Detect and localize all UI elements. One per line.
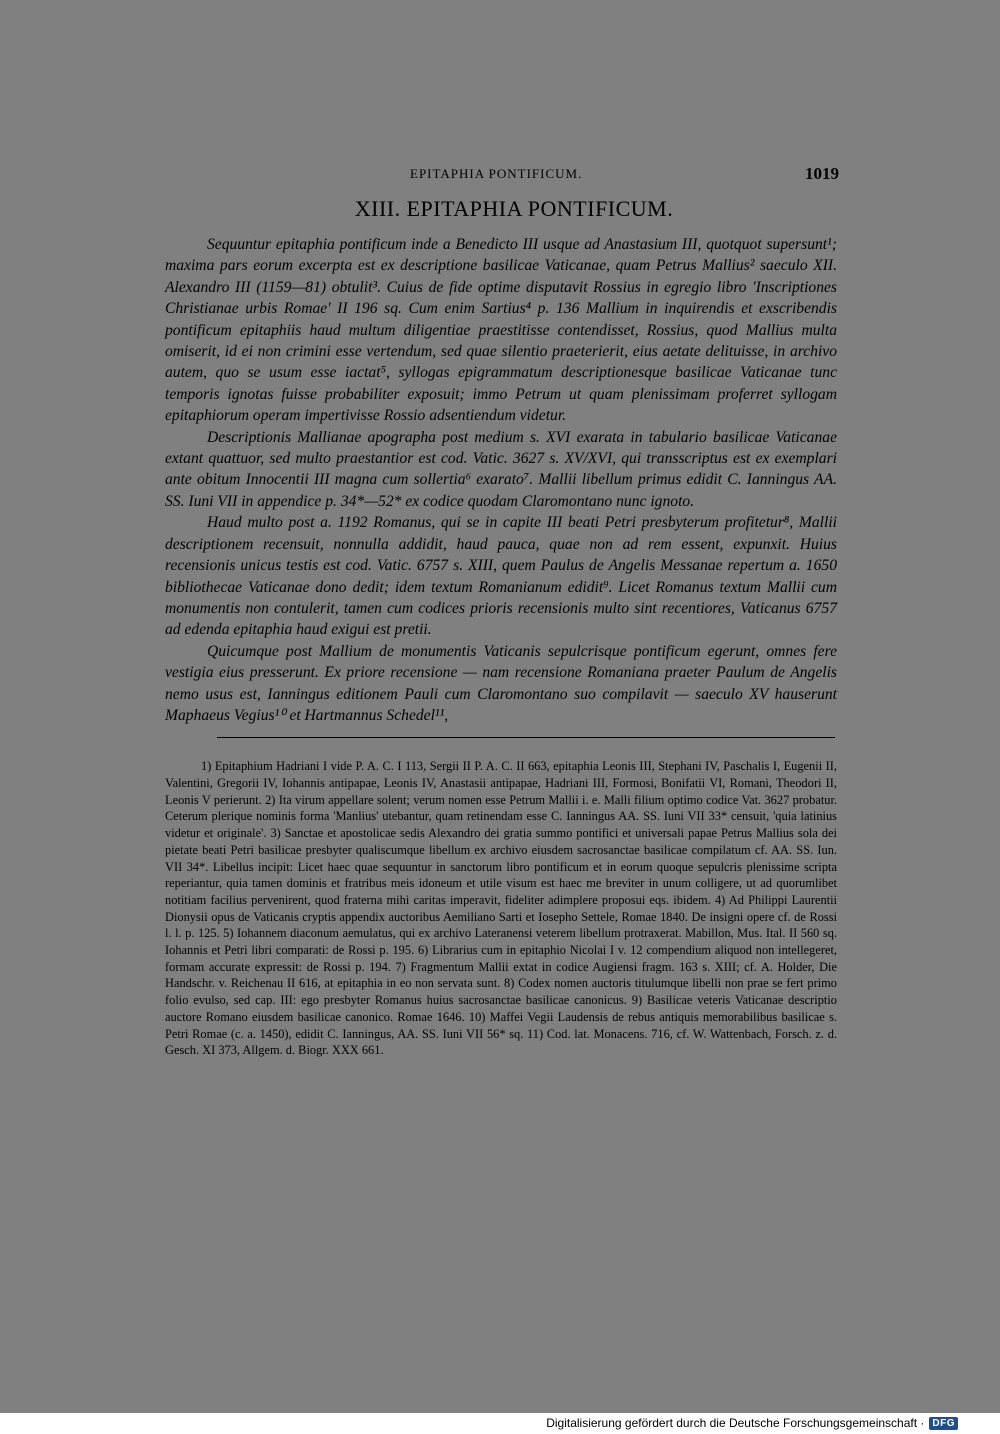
dfg-logo-icon: DFG: [929, 1417, 958, 1430]
body-text: [165, 234, 837, 726]
credit-text: Digitalisierung gefördert durch die Deutsche Forschungsgemeinschaft ·: [546, 1416, 925, 1430]
section-title: XIII. EPITAPHIA PONTIFICUM.: [354, 196, 674, 221]
page-number: 1019: [805, 164, 839, 183]
footnote-divider: [217, 737, 835, 738]
footnote-text: 1) Epitaphium Hadriani I vide P. A. C. I 113, Sergii II P. A. C. II 663, epitaphia Leonis III, Stephani IV, Paschalis I, Eugenii II, Valentini, Gregorii IV, Iohannis antipapae, Leonis IV, Anastasii antipapae, Hadriani III, Formosi, Bonifatii VI, Romani, Theodori II, Leonis V perierunt. 2) Ita virum appellare solent; verum nomen esse Petrum Mallii i. e. Malli filium optimo codice Vat. 3627 probatur. Ceterum plerique nominis forma 'Manlius' utebantur, quam retinendam esse C. Ianningus AA. SS. Iuni VII 33* censuit, 'quia latinius videtur et originale'. 3) Sanctae et apostolicae sedis Alexandro dei gratia summo pontifici et universali papae Petrus Mallius sola dei pietate beati Petri basilicae presbyter qualiscumque libellum ex archivo eiusdem sacrosanctae basilicae compilatum cf. AA. SS. Iun. VII 34*. Libellus incipit: Licet haec quae sequuntur in sanctorum libro pontificum et in eorum quoque sepulcris plenissime scripta reperiantur, quia tamen dominis et fratribus meis idoneum et utile visum est haec me breviter in unum colligere, ut ad quorumlibet notitiam facilius pervenirent, quod fraterna mihi caritas imperavit, fideliter adimplere proposui eqs. ibidem. 4) Ad Philippi Laurentii Dionysii opus de Vaticanis cryptis appendix auctoribus Aemiliano Sarti et Iosepho Settele, Romae 1840. De insigni opere cf. de Rossi l. l. p. 125. 5) Iohannem diaconum aemulatus, qui ex archivo Lateranensi veterem libellum protraxerat. Mabillon, Mus. Ital. II 560 sq. Iohannis et Petri libri comparati: de Rossi p. 195. 6) Librarius cum in epitaphio Nicolai I v. 12 compendium aliquod non intellegeret, formam accurate expressit: de Rossi p. 194. 7) Fragmentum Mallii extat in codice Augiensi fragm. 163 s. XIII; cf. A. Holder, Die Handschr. v. Reichenau II 616, at epitaphia in eo non servata sunt. 8) Codex nomen auctoris titulumque libelli non prae se fert primo folio evulso, sed cap. III: ego presbyter Romanus huius sacrosanctae basilicae canonicus. 9) Basilicae veteris Vaticanae descriptio auctore Romano eiusdem basilicae canonico. Romae 1646. 10) Maffei Vegii Laudensis de rebus antiquis memorabilibus basilicae s. Petri Romae (c. a. 1450), edidit C. Ianningus, AA. SS. Iuni VII 56* sq. 11) Cod. lat. Monacens. 716, cf. W. Wattenbach, Forsch. z. d. Gesch. XI 373, Allgem. d. Biogr. XXX 661.: [165, 759, 837, 1058]
running-header: [165, 158, 837, 188]
running-title: EPITAPHIA PONTIFICUM.: [410, 166, 583, 181]
paragraph: Descriptionis Mallianae apographa post medium s. XVI exarata in tabulario basilicae Vaticanae extant quattuor, sed multo praestantior est cod. Vatic. 3627 s. XV/XVI, qui transscriptus est ex exemplari ante obitum Innocentii III magna cum sollertia⁶ exarato⁷. Mallii libellum primus edidit C. Ianningus AA. SS. Iuni VII in appendice p. 34*—52* ex codice quodam Claromontano nunc ignoto.: [165, 428, 837, 510]
page-content: [165, 158, 837, 1059]
funding-credit: [546, 1414, 958, 1432]
paragraph: Quicumque post Mallium de monumentis Vaticanis sepulcrisque pontificum egerunt, omnes fere vestigia eius presserunt. Ex priore recensione — nam recensione Romaniana praeter Paulum de Angelis nemo usus est, Ianningus editionem Pauli cum Claromontano suo compilavit — saeculo XV hauserunt Maphaeus Vegius¹⁰ et Hartmannus Schedel¹¹,: [165, 642, 837, 724]
paragraph: Sequuntur epitaphia pontificum inde a Benedicto III usque ad Anastasium III, quotquot supersunt¹; maxima pars eorum excerpta est ex descriptione basilicae Vaticanae, quam Petrus Mallius² saeculo XII. Alexandro III (1159—81) obtulit³. Cuius de fide optime disputavit Rossius in egregio libro 'Inscriptiones Christianae urbis Romae' II 196 sq. Cum enim Sartius⁴ p. 136 Mallium in inquirendis et exscribendis pontificum epitaphiis haud multum diligentiae praestitisse contendisset, Rossius, quod Mallius multa omiserit, id ei non crimini esse vertendum, sed quae silentio praeterierit, eius aetate delituisse, in archivo autem, quo se usum esse iactat⁵, syllogas epigrammatum descriptionesque basilicae Vaticanae tunc temporis ignotas fuisse probabiliter exposuit; immo Petrum ut quam plenissimam proferret syllogam epitaphiorum operam impertivisse Rossio adsentiendum videtur.: [165, 236, 837, 425]
paragraph: Haud multo post a. 1192 Romanus, qui se in capite III beati Petri presbyterum profitetur⁸, Mallii descriptionem recensuit, nonnulla addidit, haud pauca, quae non ad rem essent, expunxit. Huius recensionis unicus testis est cod. Vatic. 6757 s. XIII, quem Paulus de Angelis Messanae repertum a. 1650 bibliothecae Vaticanae dono dedit; idem textum Romanianum edidit⁹. Licet Romanus textum Mallii cum monumentis non contulerit, tamen cum codices prioris recensionis multo sint recentiores, Vaticanus 6757 ad edenda epitaphia haud exigui est pretii.: [165, 514, 837, 639]
footnotes: [165, 758, 837, 1059]
